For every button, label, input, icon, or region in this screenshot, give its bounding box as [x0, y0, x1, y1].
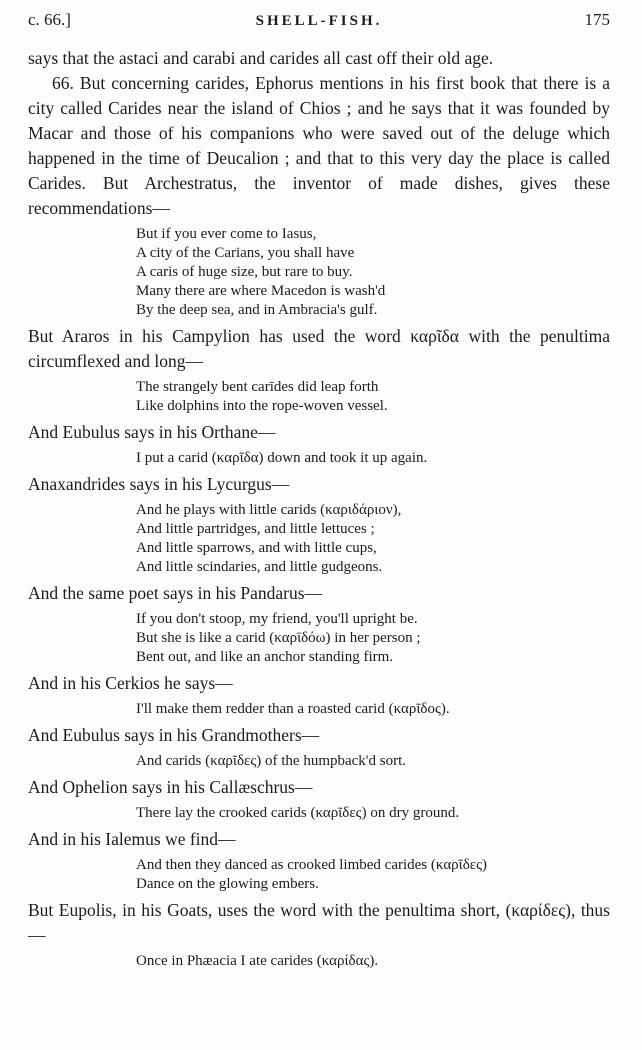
paragraph-section-66: 66. But concerning carides, Ephorus mentions in his first book that there is a city called Carides near the island of Chios ; and he says that it was founded by Macar and those of his companions who were saved out of the deluge which happened in the time of Deucalion ; and that to this very day the place is called Carides. But Archestratus, the inventor of made dishes, gives these recommendations—: [28, 73, 610, 218]
page-number: 175: [584, 10, 610, 29]
paragraph-eubulus-grandmothers: And Eubulus says in his Grandmothers—: [28, 725, 320, 745]
paragraph-pandarus: And the same poet says in his Pandarus—: [28, 583, 323, 603]
verse-line: A caris of huge size, but rare to buy.: [136, 264, 353, 280]
verse-line: There lay the crooked carids (καρῖδες) on dry ground.: [136, 805, 460, 821]
verse-line: Dance on the glowing embers.: [136, 876, 319, 892]
paragraph-eubulus-orthane: And Eubulus says in his Orthane—: [28, 422, 276, 442]
paragraph-cerkios: And in his Cerkios he says—: [28, 673, 233, 693]
verse-line: But she is like a carid (καρῑδόω) in her person ;: [136, 630, 421, 646]
verse-line: But if you ever come to Iasus,: [136, 226, 317, 242]
paragraph-eupolis: But Eupolis, in his Goats, uses the word with the penultima short, (καρίδες), thus—: [28, 900, 610, 945]
page-header: [28, 10, 610, 30]
chapter-marker: c. 66.]: [28, 10, 71, 29]
running-title: SHELL-FISH.: [255, 13, 383, 29]
verse-line: Once in Phæacia I ate carides (καρίδας).: [136, 953, 379, 969]
verse-line: And little partridges, and little lettuces ;: [136, 521, 375, 537]
verse-line: Like dolphins into the rope-woven vessel.: [136, 398, 388, 414]
verse-line: By the deep sea, and in Ambracia's gulf.: [136, 302, 378, 318]
verse-line: And then they danced as crooked limbed carides (καρῖδες): [136, 857, 487, 873]
paragraph-araros: But Araros in his Campylion has used the word καρῖδα with the penultima circumflexed and long—: [28, 326, 610, 371]
verse-quote-callaeschrus: [136, 804, 610, 823]
paragraph-ophelion: And Ophelion says in his Callæschrus—: [28, 777, 313, 797]
verse-quote-cerkios: [136, 700, 610, 719]
verse-line: Many there are where Macedon is wash'd: [136, 283, 386, 299]
verse-quote-goats: [136, 952, 610, 971]
verse-quote-orthane: [136, 449, 610, 468]
verse-line: Bent out, and like an anchor standing firm.: [136, 649, 394, 665]
verse-quote-grandmothers: [136, 752, 610, 771]
verse-quote-campylion: [136, 378, 610, 416]
verse-quote-pandarus: [136, 610, 610, 667]
verse-line: The strangely bent carīdes did leap forth: [136, 379, 379, 395]
verse-line: And little sparrows, and with little cups,: [136, 540, 377, 556]
verse-quote-lycurgus: [136, 501, 610, 577]
verse-line: If you don't stoop, my friend, you'll upright be.: [136, 611, 418, 627]
verse-quote-archestratus: [136, 225, 610, 320]
verse-line: I'll make them redder than a roasted carid (καρῖδος).: [136, 701, 450, 717]
verse-line: A city of the Carians, you shall have: [136, 245, 355, 261]
verse-line: And carids (καρῖδες) of the humpback'd sort.: [136, 753, 407, 769]
verse-line: I put a carid (καρῖδα) down and took it up again.: [136, 450, 428, 466]
verse-line: And little scindaries, and little gudgeons.: [136, 559, 383, 575]
paragraph-continuation: says that the astaci and carabi and carides all cast off their old age.: [28, 48, 494, 68]
paragraph-anaxandrides: Anaxandrides says in his Lycurgus—: [28, 474, 290, 494]
verse-line: And he plays with little carids (καριδάριον),: [136, 502, 402, 518]
verse-quote-ialemus: [136, 856, 610, 894]
paragraph-ialemus: And in his Ialemus we find—: [28, 829, 236, 849]
